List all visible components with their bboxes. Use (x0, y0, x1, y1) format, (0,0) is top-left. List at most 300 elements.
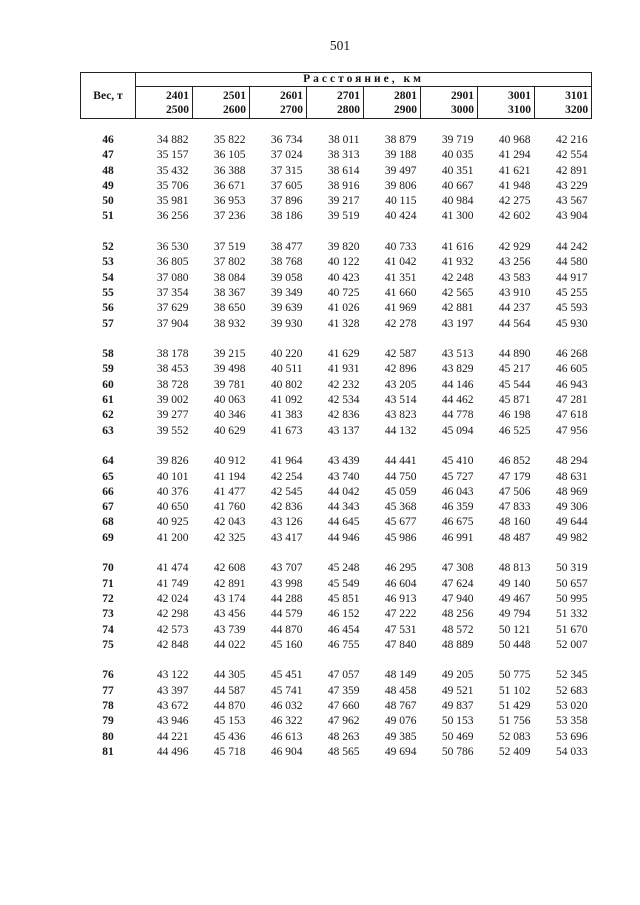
value-cell: 36 388 (213, 164, 246, 177)
value-cell: 44 870 (213, 699, 246, 712)
table-row (81, 730, 592, 745)
distance-range-header (307, 87, 364, 119)
value-cell: 48 631 (555, 470, 588, 483)
value-cell: 45 851 (327, 592, 360, 605)
value-cell: 43 514 (384, 394, 417, 407)
value-cell: 41 092 (270, 394, 303, 407)
value-cell: 38 313 (327, 149, 360, 162)
table-row (81, 164, 592, 179)
value-cell: 48 565 (327, 745, 360, 758)
table-row (81, 745, 592, 760)
weight-cell: 46 (102, 134, 114, 146)
weight-cell: 65 (102, 470, 114, 483)
range-from: 3001 (508, 89, 531, 102)
value-cell: 46 322 (270, 715, 303, 728)
value-cell: 48 487 (498, 531, 531, 544)
value-cell: 41 477 (213, 485, 246, 498)
value-cell: 48 969 (555, 485, 588, 498)
value-cell: 41 629 (327, 348, 360, 361)
weight-cell: 53 (102, 256, 114, 269)
table-row (81, 561, 592, 576)
weight-cell: 57 (102, 317, 114, 330)
value-cell: 45 930 (555, 317, 588, 330)
value-cell: 44 890 (498, 348, 531, 361)
value-cell: 45 741 (270, 684, 303, 697)
weight-cell: 72 (102, 592, 114, 605)
value-cell: 35 822 (213, 134, 246, 146)
value-cell: 42 848 (156, 638, 189, 651)
distance-range-header (250, 87, 307, 119)
table-row (81, 638, 592, 653)
value-cell: 42 896 (384, 363, 417, 376)
table-row (81, 378, 592, 393)
value-cell: 45 410 (441, 455, 474, 468)
value-cell: 43 998 (270, 577, 303, 590)
value-cell: 48 458 (384, 684, 417, 697)
value-cell: 44 579 (270, 608, 303, 621)
value-cell: 39 552 (156, 424, 189, 437)
value-cell: 40 912 (213, 455, 246, 468)
value-cell: 45 986 (384, 531, 417, 544)
value-cell: 35 981 (156, 195, 189, 208)
value-cell: 46 605 (555, 363, 588, 376)
weight-cell: 69 (102, 531, 114, 544)
value-cell: 40 063 (213, 394, 246, 407)
value-cell: 43 122 (156, 669, 189, 682)
value-cell: 42 248 (441, 271, 474, 284)
value-cell: 39 519 (327, 210, 360, 223)
value-cell: 42 232 (327, 378, 360, 391)
weight-cell: 61 (102, 394, 114, 407)
value-cell: 40 629 (213, 424, 246, 437)
value-cell: 48 294 (555, 455, 588, 468)
value-cell: 43 823 (384, 409, 417, 422)
table-row (81, 531, 592, 546)
value-cell: 34 882 (156, 134, 189, 146)
value-cell: 39 781 (213, 378, 246, 391)
value-cell: 41 383 (270, 409, 303, 422)
value-cell: 40 733 (384, 241, 417, 254)
value-cell: 38 768 (270, 256, 303, 269)
value-cell: 45 544 (498, 378, 531, 391)
range-from: 2601 (280, 89, 303, 102)
value-cell: 51 670 (555, 623, 588, 636)
value-cell: 46 943 (555, 378, 588, 391)
weight-cell: 80 (102, 730, 114, 743)
value-cell: 42 545 (270, 485, 303, 498)
value-cell: 42 891 (555, 164, 588, 177)
weight-cell: 59 (102, 363, 114, 376)
value-cell: 44 146 (441, 378, 474, 391)
value-cell: 48 263 (327, 730, 360, 743)
value-cell: 39 217 (327, 195, 360, 208)
value-cell: 43 740 (327, 470, 360, 483)
value-cell: 45 718 (213, 745, 246, 758)
value-cell: 42 891 (213, 577, 246, 590)
distance-range-header (136, 87, 193, 119)
value-cell: 43 197 (441, 317, 474, 330)
value-cell: 53 020 (555, 699, 588, 712)
value-cell: 45 094 (441, 424, 474, 437)
value-cell: 49 385 (384, 730, 417, 743)
value-cell: 43 707 (270, 562, 303, 575)
value-cell: 44 305 (213, 669, 246, 682)
value-cell: 47 281 (555, 394, 588, 407)
range-to: 2600 (223, 103, 246, 116)
value-cell: 41 200 (156, 531, 189, 544)
value-cell: 41 969 (384, 302, 417, 315)
value-cell: 44 870 (270, 623, 303, 636)
table-row (81, 194, 592, 209)
value-cell: 44 221 (156, 730, 189, 743)
weight-cell: 78 (102, 699, 114, 712)
table-row (81, 470, 592, 485)
weight-cell: 75 (102, 638, 114, 651)
value-cell: 46 198 (498, 409, 531, 422)
value-cell: 44 917 (555, 271, 588, 284)
value-cell: 35 157 (156, 149, 189, 162)
value-cell: 50 153 (441, 715, 474, 728)
value-cell: 47 506 (498, 485, 531, 498)
group-spacer (81, 439, 592, 454)
distance-range-header-row (81, 87, 592, 119)
group-spacer (81, 546, 592, 561)
value-cell: 41 932 (441, 256, 474, 269)
value-cell: 41 351 (384, 271, 417, 284)
value-cell: 47 962 (327, 715, 360, 728)
value-cell: 44 441 (384, 455, 417, 468)
value-cell: 49 467 (498, 592, 531, 605)
range-from: 2801 (394, 89, 417, 102)
value-cell: 42 254 (270, 470, 303, 483)
value-cell: 46 043 (441, 485, 474, 498)
table-row (81, 607, 592, 622)
table-row (81, 515, 592, 530)
value-cell: 40 351 (441, 164, 474, 177)
weight-cell: 74 (102, 623, 114, 636)
value-cell: 51 756 (498, 715, 531, 728)
value-cell: 51 332 (555, 608, 588, 621)
range-from: 2401 (166, 89, 189, 102)
weight-cell: 50 (102, 195, 114, 208)
value-cell: 48 572 (441, 623, 474, 636)
value-cell: 43 672 (156, 699, 189, 712)
value-cell: 44 645 (327, 516, 360, 529)
value-cell: 46 454 (327, 623, 360, 636)
value-cell: 41 931 (327, 363, 360, 376)
value-cell: 52 345 (555, 669, 588, 682)
value-cell: 37 629 (156, 302, 189, 315)
value-cell: 42 298 (156, 608, 189, 621)
value-cell: 40 346 (213, 409, 246, 422)
distance-range-header (364, 87, 421, 119)
value-cell: 43 583 (498, 271, 531, 284)
value-cell: 44 496 (156, 745, 189, 758)
weight-cell: 70 (102, 562, 114, 575)
value-cell: 40 424 (384, 210, 417, 223)
weight-cell: 52 (102, 241, 114, 254)
value-cell: 52 683 (555, 684, 588, 697)
value-cell: 39 930 (270, 317, 303, 330)
value-cell: 40 802 (270, 378, 303, 391)
value-cell: 42 573 (156, 623, 189, 636)
value-cell: 44 946 (327, 531, 360, 544)
weight-cell: 68 (102, 516, 114, 529)
value-cell: 40 925 (156, 516, 189, 529)
value-cell: 46 604 (384, 577, 417, 590)
value-cell: 43 174 (213, 592, 246, 605)
value-cell: 36 105 (213, 149, 246, 162)
value-cell: 44 343 (327, 501, 360, 514)
value-cell: 42 929 (498, 241, 531, 254)
value-cell: 45 153 (213, 715, 246, 728)
value-cell: 52 409 (498, 745, 531, 758)
value-cell: 46 991 (441, 531, 474, 544)
table-row (81, 485, 592, 500)
value-cell: 37 236 (213, 210, 246, 223)
range-to: 3200 (565, 103, 589, 116)
value-cell: 46 613 (270, 730, 303, 743)
value-cell: 48 160 (498, 516, 531, 529)
value-cell: 43 205 (384, 378, 417, 391)
table-row (81, 592, 592, 607)
value-cell: 49 644 (555, 516, 588, 529)
value-cell: 53 358 (555, 715, 588, 728)
weight-cell: 79 (102, 715, 114, 728)
range-to: 2700 (280, 103, 303, 116)
value-cell: 50 448 (498, 638, 531, 651)
value-cell: 45 059 (384, 485, 417, 498)
value-cell: 39 806 (384, 179, 417, 192)
value-cell: 45 727 (441, 470, 474, 483)
range-to: 2800 (337, 103, 360, 116)
body-top-spacer (81, 119, 592, 134)
value-cell: 46 852 (498, 455, 531, 468)
page-number: 501 (329, 38, 351, 53)
value-cell: 38 178 (156, 348, 189, 361)
value-cell: 46 359 (441, 501, 474, 514)
value-cell: 42 043 (213, 516, 246, 529)
value-cell: 40 035 (441, 149, 474, 162)
value-cell: 36 530 (156, 241, 189, 254)
value-cell: 45 160 (270, 638, 303, 651)
table-row (81, 393, 592, 408)
weight-cell: 47 (102, 149, 114, 162)
distance-range-header (421, 87, 478, 119)
weight-cell: 55 (102, 286, 114, 299)
value-cell: 40 984 (441, 195, 474, 208)
value-cell: 42 602 (498, 210, 531, 223)
value-cell: 37 802 (213, 256, 246, 269)
weight-cell: 77 (102, 684, 114, 697)
table-row (81, 362, 592, 377)
value-cell: 43 910 (498, 286, 531, 299)
value-cell: 38 453 (156, 363, 189, 376)
weight-cell: 48 (102, 164, 114, 177)
value-cell: 42 024 (156, 592, 189, 605)
value-cell: 49 205 (441, 669, 474, 682)
value-cell: 40 115 (385, 195, 417, 208)
weight-cell: 63 (102, 424, 114, 437)
value-cell: 46 032 (270, 699, 303, 712)
value-cell: 41 328 (327, 317, 360, 330)
value-cell: 43 397 (156, 684, 189, 697)
value-cell: 46 755 (327, 638, 360, 651)
value-cell: 47 308 (441, 562, 474, 575)
value-cell: 39 215 (213, 348, 246, 361)
value-cell: 38 477 (270, 241, 303, 254)
group-spacer (81, 225, 592, 240)
value-cell: 47 833 (498, 501, 531, 514)
value-cell: 44 587 (213, 684, 246, 697)
table-row (81, 286, 592, 301)
range-to: 3000 (451, 103, 474, 116)
value-cell: 45 549 (327, 577, 360, 590)
value-cell: 44 237 (498, 302, 531, 315)
value-cell: 49 837 (441, 699, 474, 712)
value-cell: 52 007 (555, 638, 588, 651)
group-spacer (81, 653, 592, 668)
value-cell: 37 904 (156, 317, 189, 330)
value-cell: 47 840 (384, 638, 417, 651)
value-cell: 50 786 (441, 745, 474, 758)
value-cell: 39 497 (384, 164, 417, 177)
table-row (81, 133, 592, 148)
value-cell: 42 534 (327, 394, 360, 407)
distance-range-header (535, 87, 592, 119)
value-cell: 41 194 (213, 470, 246, 483)
value-cell: 42 608 (213, 562, 246, 575)
range-from: 2701 (337, 89, 360, 102)
value-cell: 41 673 (270, 424, 303, 437)
value-cell: 40 423 (327, 271, 360, 284)
value-cell: 38 932 (213, 317, 246, 330)
value-cell: 46 295 (384, 562, 417, 575)
weight-cell: 64 (102, 455, 114, 468)
value-cell: 50 657 (555, 577, 588, 590)
value-cell: 50 995 (555, 592, 588, 605)
value-cell: 49 306 (555, 501, 588, 514)
distance-range-header (193, 87, 250, 119)
value-cell: 44 042 (327, 485, 360, 498)
table-header (81, 73, 592, 119)
value-cell: 38 084 (213, 271, 246, 284)
value-cell: 41 760 (213, 501, 246, 514)
value-cell: 39 058 (270, 271, 303, 284)
value-cell: 37 080 (156, 271, 189, 284)
value-cell: 39 826 (156, 455, 189, 468)
value-cell: 40 667 (441, 179, 474, 192)
value-cell: 45 871 (498, 394, 531, 407)
distance-header: Расстояние, км (136, 73, 592, 87)
value-cell: 41 948 (498, 179, 531, 192)
value-cell: 44 288 (270, 592, 303, 605)
value-cell: 38 916 (327, 179, 360, 192)
value-cell: 41 616 (441, 241, 474, 254)
value-cell: 40 725 (327, 286, 360, 299)
value-cell: 35 706 (156, 179, 189, 192)
value-cell: 49 140 (498, 577, 531, 590)
table-row (81, 209, 592, 224)
value-cell: 54 033 (555, 745, 588, 758)
table-row (81, 240, 592, 255)
value-cell: 45 368 (384, 501, 417, 514)
table-row (81, 454, 592, 469)
weight-cell: 54 (102, 271, 114, 284)
value-cell: 39 002 (156, 394, 189, 407)
value-cell: 45 255 (555, 286, 588, 299)
value-cell: 39 820 (327, 241, 360, 254)
value-cell: 45 217 (498, 363, 531, 376)
value-cell: 47 624 (441, 577, 474, 590)
table-row (81, 684, 592, 699)
value-cell: 49 076 (384, 715, 417, 728)
value-cell: 48 889 (441, 638, 474, 651)
table-row (81, 714, 592, 729)
value-cell: 44 750 (384, 470, 417, 483)
value-cell: 36 671 (213, 179, 246, 192)
value-cell: 51 102 (498, 684, 531, 697)
value-cell: 41 042 (384, 256, 417, 269)
value-cell: 41 474 (156, 562, 189, 575)
value-cell: 38 614 (327, 164, 360, 177)
value-cell: 53 696 (555, 730, 588, 743)
value-cell: 39 349 (270, 286, 303, 299)
value-cell: 41 964 (270, 455, 303, 468)
header-row-distance (81, 73, 592, 87)
value-cell: 49 794 (498, 608, 531, 621)
value-cell: 42 278 (384, 317, 417, 330)
value-cell: 47 660 (327, 699, 360, 712)
value-cell: 43 137 (327, 424, 360, 437)
value-cell: 49 982 (555, 531, 588, 544)
value-cell: 46 525 (498, 424, 531, 437)
value-cell: 44 462 (441, 394, 474, 407)
value-cell: 43 946 (156, 715, 189, 728)
value-cell: 47 057 (327, 669, 360, 682)
range-from: 2501 (223, 89, 246, 102)
table-row (81, 301, 592, 316)
value-cell: 44 242 (555, 241, 588, 254)
table-row (81, 347, 592, 362)
value-cell: 43 256 (498, 256, 531, 269)
value-cell: 45 451 (270, 669, 303, 682)
value-cell: 42 587 (384, 348, 417, 361)
value-cell: 37 896 (270, 195, 303, 208)
value-cell: 43 229 (555, 179, 588, 192)
value-cell: 43 829 (441, 363, 474, 376)
value-cell: 39 719 (441, 134, 474, 146)
table-row (81, 408, 592, 423)
value-cell: 47 940 (441, 592, 474, 605)
value-cell: 39 188 (384, 149, 417, 162)
value-cell: 50 775 (498, 669, 531, 682)
value-cell: 42 275 (498, 195, 531, 208)
table-row (81, 577, 592, 592)
value-cell: 41 660 (384, 286, 417, 299)
range-to: 3100 (508, 103, 531, 116)
value-cell: 42 565 (441, 286, 474, 299)
value-cell: 36 256 (156, 210, 189, 223)
value-cell: 43 904 (555, 210, 588, 223)
value-cell: 38 650 (213, 302, 246, 315)
value-cell: 42 836 (270, 501, 303, 514)
value-cell: 47 179 (498, 470, 531, 483)
weight-cell: 66 (102, 485, 114, 498)
value-cell: 47 222 (384, 608, 417, 621)
value-cell: 36 953 (213, 195, 246, 208)
value-cell: 42 881 (441, 302, 474, 315)
